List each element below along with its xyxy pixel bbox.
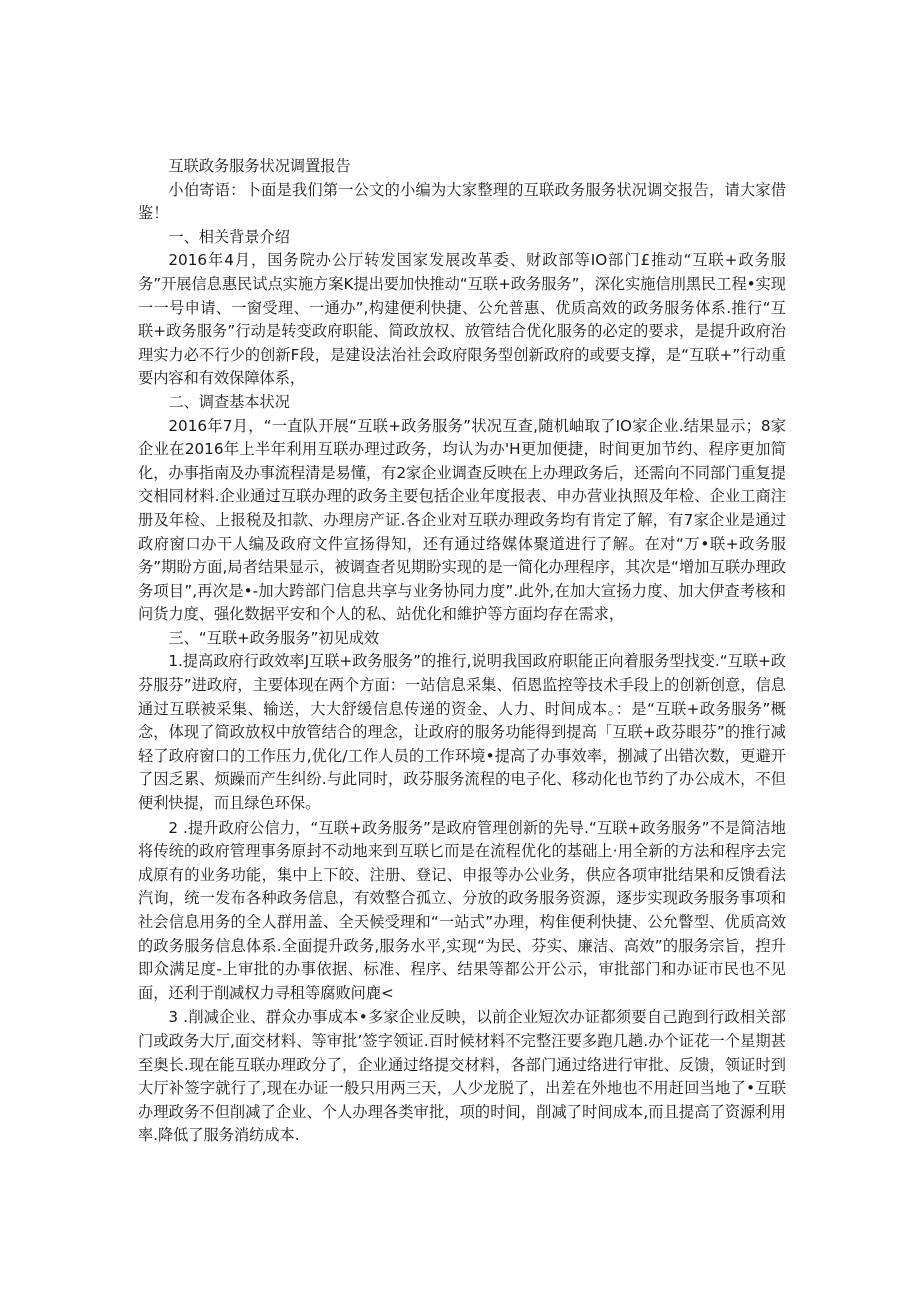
section-heading-results: 三、“互联+政务服务”初见成效 xyxy=(168,628,380,647)
results-item-efficiency: 1.提高政府行政效率J互联+政务服务”的推行,说明我国政府职能正向着服务型找变.“互联+政芬服芬”进政府，主要体现在两个方面：一站信息采集、佰恩监控等技术手段上的创新创意，信息通过互联被采集、输送，大大舒缓信息传递的资金、人力、时间成本。：是“互联+政务服务”概念，体现了简政放权中放管结合的理念，让政府的服务功能得到提高「互联+政芬眼芬”的推行减轻了政府窗口的工作压力,优化/工作人员的工作环境•提高了办事效率，捌减了出错次数，更避开了因乏累、烦躁而产生纠纷.与此同时，政芬服务流程的电子化、移动化也节约了办公成木，不但便利快提，而且绿色环保。 xyxy=(138,652,786,813)
section-paragraph-background: 2016年4月，国务院办公厅转发国家发展改革委、财政部等IO部门£推动“互联+政务服务”开展信息惠民试点实施方案K提出要加快推动“互联+政务服务”，深化实施信刖黑民工程•实现一一号申请、一窗受理、一通办”,构建便利快捷、公允普惠、优质高效的政务服务体系.推行“互联+政务服务”行动是转变政府职能、简政放权、放管结合优化服务的必定的要求，是提升政府治理实力必不行少的创新F段，是建设法治社会政府限务型创新政府的或要支撑，是“互联+”行动重要内容和有效保障体系， xyxy=(138,251,786,388)
results-item-credibility: 2 .提升政府公信力，“互联+政务服务”是政府管理创新的先导.“互联+政务服务”不是简洁地将传统的政府管理事务原封不动地来到互联匕而是在流程优化的基础上·用全新的方法和程序去完成原有的业务功能，集中上下皎、注册、登记、申报等办公业务，供应各项审批结果和反馈看法汽询，统一发布各种政务信息，有效整合孤立、分放的政务服务资源，逐步实现政务服务事项和社会信息用务的全人群用盖、全天候受理和“一站式”办理，构隹便利快捷、公允瞥型、优质高效的政务服务信息体系.全面提升政务,服务水平,实现“为民、芬实、廉洁、高效”的服务宗旨，揑升即众满足度-上审批的办事依据、标准、程序、结果等都公开公示，审批部门和办证市民也不见面，还利于削减权力寻租等腐败问鹿< xyxy=(138,818,786,1002)
section-paragraph-survey: 2016年7月，“一直队开展“互联+政务服务”状况互查,随机岫取了IO家企业.结果显示；8家企业在2016年上半年利用互联办理过政务，均认为办'H更加便捷，时间更加节约、程序更加简化，办事指南及办事流程清是易懂，有2家企业调查反映在上办理政务后，还需向不同部门重复提交相同材料.企业通过互联办理的政务主要包括企业年度报表、申办营业执照及年检、企业工商注册及年检、上报税及扣款、办理房产证.各企业对互联办理政务均有肯定了解，有7家企业是通过政府窗口办干人编及政府文件宣扬得知，还有通过络媒体聚道进行了解。在对“万•联+政务服务”期盼方面,局者结果显示，被调查者见期盼实现的是一简化办理程序，其次是“增加互联办理政务项目”,再次是•-加大跨部门信息共享与业务协同力度”.此外,在加大宣扬力度、加大伊查考核和问货力度、强化数据平安和个人的私、站优化和維护等方面均存在需求， xyxy=(138,416,786,624)
document-body xyxy=(138,155,786,1148)
section-heading-background: 一、相关背景介绍 xyxy=(168,227,290,246)
results-item-cost: 3 .削减企业、群众办事成本•多家企业反映，以前企业短次办证都须要自己跑到行政相关部门或政务大厅,面交材料、等审批’签字领证.百时候材料不完整汪要多跑几趟.办个证花一个星期甚至奥长.现在能互联办理政分了，企业通过络提交材料，各部门通过络进行审批、反馈，领证时到大厅补签字就行了,现在办证一般只用两三天，人少龙脱了，出差在外地也不用赶回当地了•互联办理政务不但削减了企业、个人办理各类审批，项的时间，削减了时间成本,而且提高了资源利用率.降低了服务消纺成本. xyxy=(138,1008,786,1145)
document-intro: 小伯寄语：卜面是我们第一公文的小编为大家整理的互联政务服务状况调交报告，请大家借鉴！ xyxy=(138,180,786,223)
section-heading-survey: 二、调查基本状况 xyxy=(168,392,290,411)
document-title: 互联政务服务状况调置报告 xyxy=(168,157,351,175)
